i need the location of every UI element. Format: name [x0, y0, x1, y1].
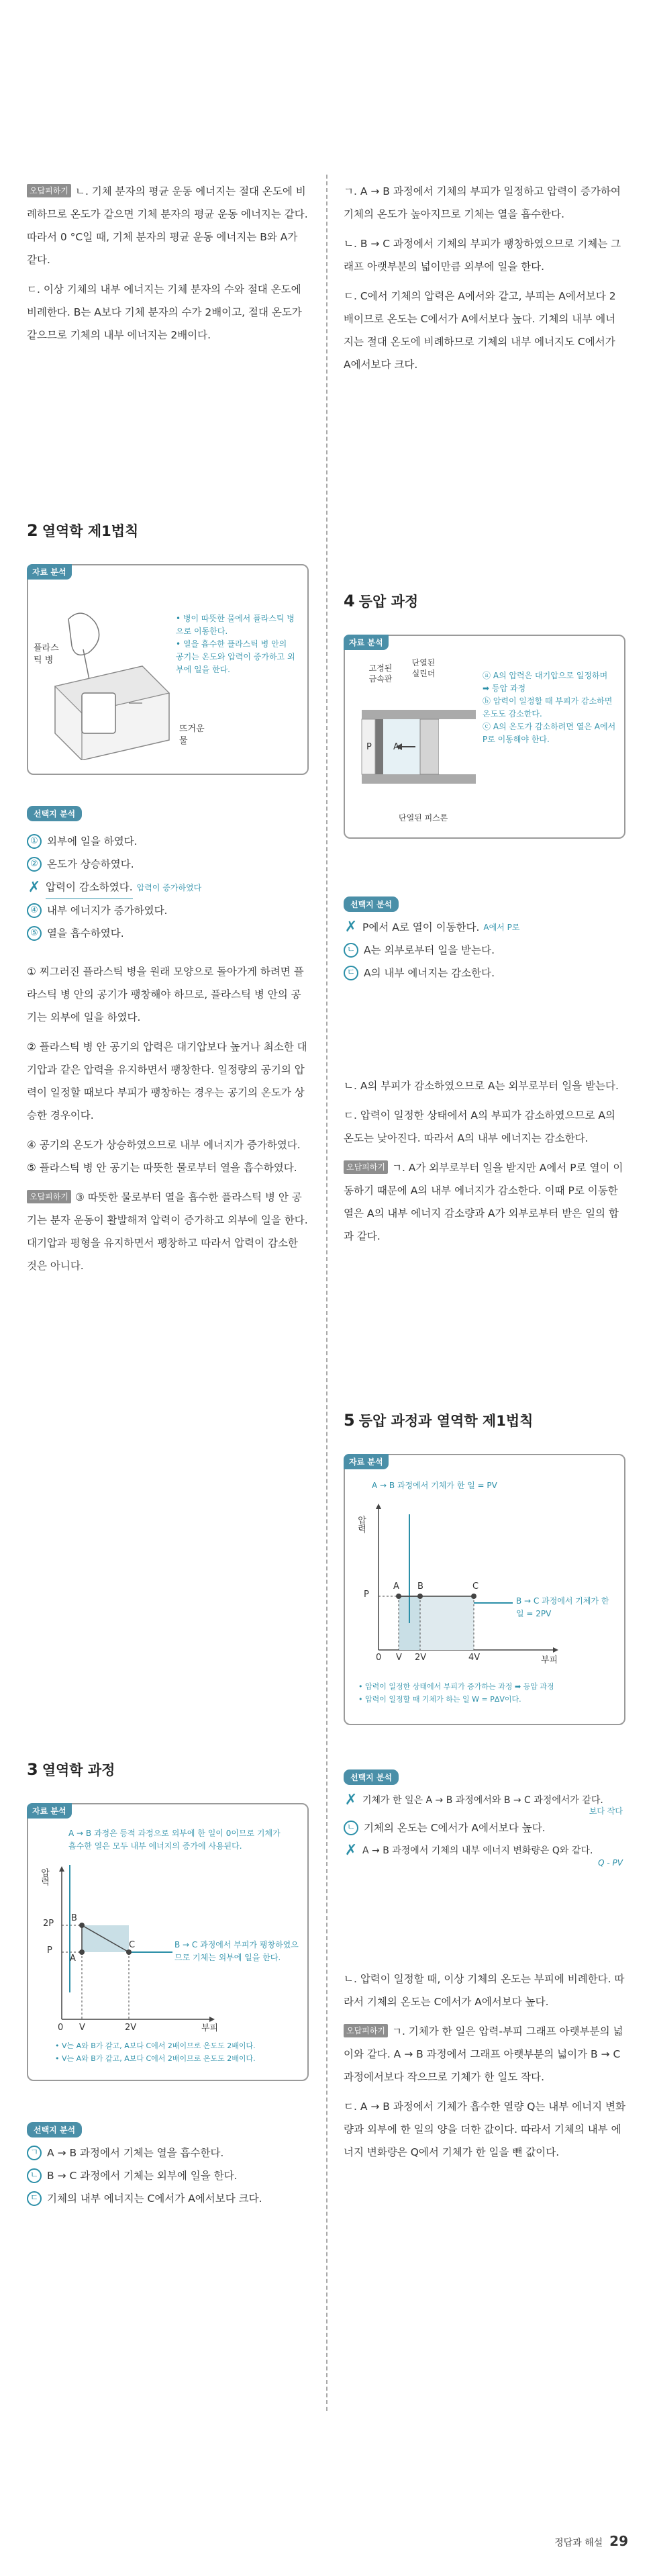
sec2-explanations — [27, 960, 309, 1284]
sec5-y-label: 압력 — [356, 1516, 366, 1533]
sec2-explain-1: ① 찌그러진 플라스틱 병을 원래 모양으로 돌아가게 하려면 플라스틱 병 안의 공기가 팽창해야 하므로, 플라스틱 병 안의 공기는 외부에 일을 하였다. — [27, 966, 304, 1023]
sec4-wall-label: 고정된 금속판 — [368, 663, 393, 684]
sec2-explain-5: ⑤ 플라스틱 병 안 공기는 따뜻한 물로부터 열을 흡수하였다. — [27, 1162, 297, 1174]
right-top-paragraphs — [344, 180, 625, 383]
sec3-x-label: 부피 — [201, 2023, 219, 2033]
sec2-note-1: • 병이 따뜻한 물에서 플라스틱 병으로 이동한다. — [176, 614, 295, 636]
page-number: 29 — [609, 2533, 628, 2549]
sec5-bottom-note-2: • 압력이 일정할 때 기체가 하는 일 W = PΔV이다. — [358, 1695, 521, 1704]
sec3-choice-1: ㄱ A → B 과정에서 기체는 열을 흡수한다. — [27, 2142, 306, 2164]
sec5-analysis-box: 자료 분석 A → B 과정에서 기체가 한 일 = PV 압력 P A B C 0 V 2V 4V 부피 B → C 과정에서 기체가 한 일 = 2PV • 압력이 일정한 상태에서 부피가 증가하는 과정 ➡ 등압 과정 • 압력이 일정할 때 기체가 하는 일 W = PΔV이다. — [344, 1454, 625, 1725]
footer-label: 정답과 해설 — [554, 2538, 603, 2548]
sec5-x-label: 부피 — [541, 1655, 558, 1665]
sec5-point-b: B — [417, 1581, 423, 1592]
sec5-x-tick-2v: 2V — [415, 1653, 427, 1663]
sec3-choice-box — [27, 2122, 306, 2210]
right-para-2: ㄴ. B → C 과정에서 기체의 부피가 팽창하였으므로 기체는 그래프 아랫부분의 넓이만큼 외부에 일을 한다. — [344, 238, 621, 273]
bottle-in-water-illustration — [42, 592, 176, 760]
sec5-y-tick-p: P — [364, 1590, 369, 1600]
sec4-notes — [483, 670, 617, 746]
intro-para-1: 오답피하기 ㄴ. 기체 분자의 평균 운동 에너지는 절대 온도에 비례하므로 온도가 같으면 기체 분자의 평균 운동 에너지는 같다. 따라서 0 °C일 때, 기체 분자의 평균 운동 에너지는 B와 A가 같다. — [27, 185, 308, 266]
choice-label: 선택지 분석 — [344, 896, 399, 912]
sec4-explain-1: ㄴ. A의 부피가 감소하였으므로 A는 외부로부터 일을 받는다. — [344, 1080, 619, 1092]
sec4-title: 4 등압 과정 — [344, 592, 419, 610]
sec5-explanations — [344, 1968, 625, 2170]
sec5-x-tick-0: 0 — [376, 1653, 382, 1663]
sec3-choice-2: ㄴ B → C 과정에서 기체는 외부에 일을 한다. — [27, 2164, 306, 2187]
sec4-piston-label: 단열된 피스톤 — [399, 813, 448, 823]
sec4-note-3: ⓒ A의 온도가 감소하려면 열은 A에서 P로 이동해야 한다. — [483, 722, 616, 744]
sec3-point-c: C — [129, 1940, 136, 1950]
sec4-explain-2: ㄷ. 압력이 일정한 상태에서 A의 부피가 감소하였으므로 A의 온도는 낮아진다. 따라서 A의 내부 에너지는 감소한다. — [344, 1109, 616, 1144]
intro-para-2: ㄷ. 이상 기체의 내부 에너지는 기체 분자의 수와 절대 온도에 비례한다. B는 A보다 기체 분자의 수가 2배이고, 절대 온도가 같으므로 기체의 내부 에너지는 2배이다. — [27, 283, 302, 341]
sec2-title: 2 열역학 제1법칙 — [27, 521, 139, 540]
sec4-analysis-box: 자료 분석 고정된 금속판 단열된 실린더 P A 단열된 피스톤 ⓐ A의 압력은 대기압으로 일정하며 ➡ 등압 과정 ⓑ 압력이 일정할 때 부피가 감소하면 온도도 감소한다. ⓒ A의 온도가 감소하려면 열은 A에서 P로 이동해야 한다. — [344, 635, 625, 839]
sec3-x-tick-v: V — [79, 2023, 85, 2033]
sec2-explain-2: ② 플라스틱 병 안 공기의 압력은 대기압보다 높거나 최소한 대기압과 같은 압력을 유지하면서 팽창한다. 일정량의 공기의 압력이 일정할 때보다 부피가 팽창하는 경우는 공기의 온도가 상승한 경우이다. — [27, 1041, 307, 1121]
sec4-ins-label: 단열된 실린더 — [411, 658, 436, 678]
sec4-box-a: A — [393, 742, 399, 752]
sec5-pv-graph — [352, 1502, 620, 1670]
sec5-explain-3: ㄷ. A → B 과정에서 기체가 흡수한 열량 Q는 내부 에너지 변화량과 외부에 한 일의 양을 더한 값이다. 따라서 기체의 내부 에너지 변화량은 Q에서 기체가 한 일을 뺀 값이다. — [344, 2101, 625, 2158]
sec3-y-label: 압력 — [39, 1868, 49, 1886]
sec3-analysis-box: 자료 분석 A → B 과정은 등적 과정으로 외부에 한 일이 0이므로 기체가 흡수한 열은 모두 내부 에너지의 증가에 사용된다. 압력 2P P B A C 0 V 2V 부피 B → C 과정에서 부피가 팽창하였으므로 기체는 외부에 일을 한다. • V는 A와 B가 같고, A보다 C에서 2배이므로 온도도 2배이다. • V는 A와 B가 같고, A보다 C에서 2배이므로 온도도 2배이다. — [27, 1803, 309, 2081]
sec3-point-a: A — [70, 1953, 76, 1964]
sec3-y-tick-2p: 2P — [43, 1919, 54, 1929]
sec3-bottom-note-1: • V는 A와 B가 같고, A보다 C에서 2배이므로 온도도 2배이다. — [55, 2041, 256, 2050]
right-para-1: ㄱ. A → B 과정에서 기체의 부피가 일정하고 압력이 증가하여 기체의 온도가 높아지므로 기체는 열을 흡수한다. — [344, 185, 621, 220]
cylinder-piston-illustration — [358, 696, 479, 804]
sec2-note-2: • 열을 흡수한 플라스틱 병 안의 공기는 온도와 압력이 증가하고 외부에 일을 한다. — [176, 639, 295, 674]
sec5-bottom-notes — [358, 1680, 613, 1706]
sec4-explanations — [344, 1074, 625, 1254]
intro-block — [27, 180, 309, 353]
sec3-bottom-notes — [55, 2039, 303, 2065]
column-divider — [326, 175, 328, 2411]
choice-label: 선택지 분석 — [344, 1769, 399, 1785]
sec5-choice-3-note: Q - PV — [598, 1858, 623, 1868]
sec5-bottom-note-1: • 압력이 일정한 상태에서 부피가 증가하는 과정 ➡ 등압 과정 — [358, 1682, 554, 1691]
sec2-choice-1: ① 외부에 일을 하였다. — [27, 830, 306, 853]
sec5-choice-3: ✗ A → B 과정에서 기체의 내부 에너지 변화량은 Q와 같다. — [344, 1842, 593, 1859]
sec3-title: 3 열역학 과정 — [27, 1760, 115, 1779]
sec3-point-b: B — [71, 1913, 77, 1923]
page-footer — [554, 2533, 628, 2549]
sec2-analysis-box — [27, 564, 309, 775]
sec3-x-tick-0: 0 — [58, 2023, 64, 2033]
sec3-note-top: A → B 과정은 등적 과정으로 외부에 한 일이 0이므로 기체가 흡수한 열은 모두 내부 에너지의 증가에 사용된다. — [68, 1829, 281, 1851]
sec3-note-right: B → C 과정에서 부피가 팽창하였으므로 기체는 외부에 일을 한다. — [174, 1940, 299, 1962]
sec4-box-p: P — [366, 742, 372, 752]
choice-label: 선택지 분석 — [27, 806, 82, 821]
sec5-explain-1: ㄴ. 압력이 일정할 때, 이상 기체의 온도는 부피에 비례한다. 따라서 기체의 온도는 C에서가 A에서보다 높다. — [344, 1973, 625, 2008]
sec4-choice-1: ✗ P에서 A로 열이 이동한다. A에서 P로 — [344, 919, 520, 935]
sec2-choice-list — [27, 830, 306, 945]
bottle-label: 플라스틱 병 — [34, 643, 59, 665]
sec5-x-tick-v: V — [396, 1653, 402, 1663]
sec5-choice-box — [344, 1769, 623, 1868]
sec5-choice-2: ㄴ 기체의 온도는 C에서가 A에서보다 높다. — [344, 1816, 623, 1839]
box-label: 자료 분석 — [27, 564, 72, 580]
sec4-note-1: ⓐ A의 압력은 대기압으로 일정하며 ➡ 등압 과정 — [483, 671, 608, 693]
sec4-note-2: ⓑ 압력이 일정할 때 부피가 감소하면 온도도 감소한다. — [483, 696, 613, 719]
sec2-explain-last: 오답피하기 ③ 따뜻한 물로부터 열을 흡수한 플라스틱 병 안 공기는 분자 운동이 활발해져 압력이 증가하고 외부에 일을 한다. 대기압과 평형을 유지하면서 팽창하고 따라서 압력이 감소한 것은 아니다. — [27, 1191, 308, 1272]
sec5-point-a: A — [393, 1581, 399, 1592]
sec3-x-tick-2v: 2V — [125, 2023, 137, 2033]
sec5-point-c: C — [472, 1581, 479, 1592]
sec4-choice-2: ㄴ A는 외부로부터 일을 받는다. — [344, 939, 623, 962]
sec4-choice-box — [344, 896, 623, 984]
sec5-title: 5 등압 과정과 열역학 제1법칙 — [344, 1411, 534, 1430]
sec5-note-right: B → C 과정에서 기체가 한 일 = 2PV — [516, 1596, 609, 1618]
water-label: 뜨거운 물 — [179, 724, 205, 746]
right-para-3: ㄷ. C에서 기체의 압력은 A에서와 같고, 부피는 A에서보다 2배이므로 온도는 C에서가 A에서보다 높다. 기체의 내부 에너지는 절대 온도에 비례하므로 기체의 내부 에너지도 C에서가 A에서보다 크다. — [344, 290, 616, 371]
sec2-choice-4: ④ 내부 에너지가 증가하였다. — [27, 899, 306, 922]
sec5-x-tick-4v: 4V — [468, 1653, 481, 1663]
wrong-answer-tag: 오답피하기 — [27, 184, 71, 197]
sec2-choice-2: ② 온도가 상승하였다. — [27, 853, 306, 876]
sec2-choice-5: ⑤ 열을 흡수하였다. — [27, 922, 306, 945]
choice-label: 선택지 분석 — [27, 2122, 82, 2137]
sec5-choice-1-note: 보다 작다 — [589, 1806, 623, 1816]
sec3-choice-3: ㄷ 기체의 내부 에너지는 C에서가 A에서보다 크다. — [27, 2187, 306, 2210]
sec2-explain-4: ④ 공기의 온도가 상승하였으므로 내부 에너지가 증가하였다. — [27, 1139, 301, 1151]
sec2-notes — [176, 612, 297, 676]
sec2-choice-3: ✗ 압력이 감소하였다. 압력이 증가하였다 — [27, 876, 306, 899]
sec3-y-tick-p: P — [47, 1945, 52, 1956]
sec5-explain-2: 오답피하기 ㄱ. 기체가 한 일은 압력-부피 그래프 아랫부분의 넓이와 같다. A → B 과정에서 그래프 아랫부분의 넓이가 B → C 과정에서보다 작으므로 기체가 한 일도 작다. — [344, 2025, 623, 2083]
sec4-explain-last: 오답피하기 ㄱ. A가 외부로부터 일을 받지만 A에서 P로 열이 이동하기 때문에 A의 내부 에너지가 감소한다. 이때 P로 이동한 열은 A의 내부 에너지 감소량과 A가 외부로부터 받은 일의 합과 같다. — [344, 1162, 623, 1242]
sec4-choice-3: ㄷ A의 내부 에너지는 감소한다. — [344, 962, 623, 984]
sec5-choice-1: ✗ 기체가 한 일은 A → B 과정에서와 B → C 과정에서가 같다. — [344, 1792, 603, 1808]
sec3-bottom-note-2: • V는 A와 B가 같고, A보다 C에서 2배이므로 온도도 2배이다. — [55, 2054, 256, 2063]
sec5-note-top: A → B 과정에서 기체가 한 일 = PV — [372, 1481, 497, 1490]
